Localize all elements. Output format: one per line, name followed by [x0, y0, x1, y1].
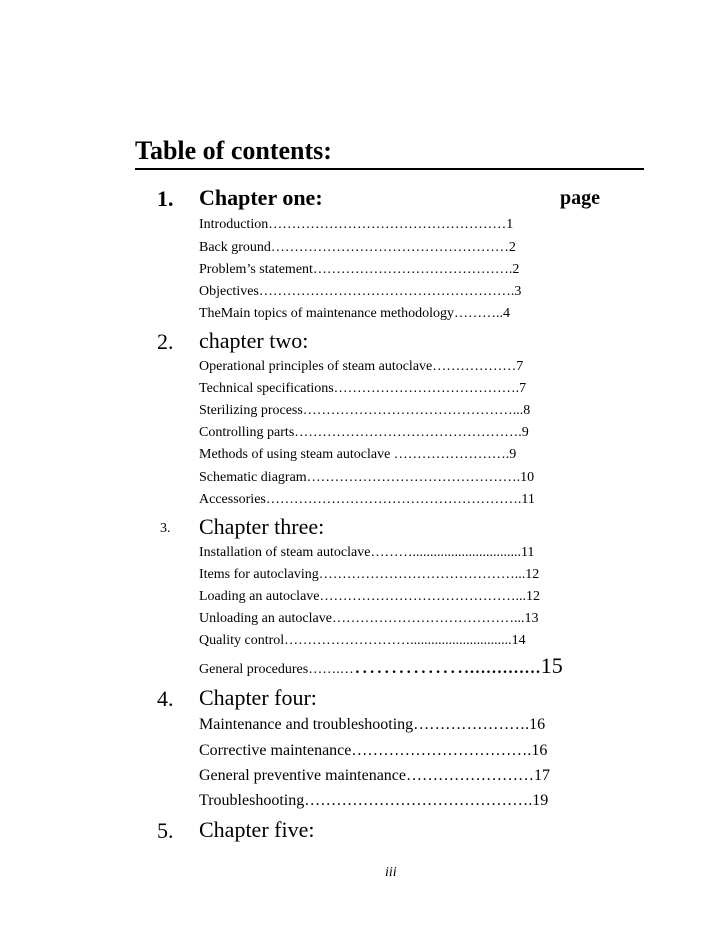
- toc-entry: Problem’s statement…………………………………….2: [199, 262, 520, 277]
- toc-entry: Maintenance and troubleshooting………………….16: [199, 716, 546, 733]
- toc-entry: Operational principles of steam autoclave………………7: [199, 359, 524, 374]
- toc-entry: Troubleshooting…………………………………….19: [199, 792, 549, 809]
- chapter-title: chapter two:: [199, 328, 309, 353]
- toc-entry: Accessories……………………………………………….11: [199, 492, 535, 507]
- chapter-number: 1.: [157, 186, 174, 211]
- toc-entry: [199, 653, 563, 679]
- chapter-number: 3.: [160, 521, 171, 536]
- toc-entry: Technical specifications………………………………….7: [199, 381, 527, 396]
- toc-entry-leader: ……………..............15: [353, 653, 563, 678]
- toc-entry-label: General procedures…….…: [199, 662, 354, 677]
- toc-entry: Methods of using steam autoclave …………………….9: [199, 447, 517, 462]
- toc-entry: Installation of steam autoclave………...............................11: [199, 545, 535, 560]
- toc-entry: Items for autoclaving……………………………………...12: [199, 567, 540, 582]
- chapter-title: Chapter one:: [199, 185, 323, 210]
- chapter-number: 5.: [157, 818, 174, 843]
- chapter-number: 4.: [157, 686, 174, 711]
- chapter-title: Chapter four:: [199, 685, 317, 710]
- toc-entry: Unloading an autoclave…………………………………...13: [199, 611, 539, 626]
- toc-entry: Quality control……………………….............................14: [199, 633, 526, 648]
- chapter-title: Chapter five:: [199, 817, 315, 842]
- toc-entry: Introduction……………………………………………1: [199, 217, 514, 232]
- toc-entry: General preventive maintenance……………………17: [199, 767, 550, 784]
- page-number: iii: [385, 865, 397, 880]
- toc-entry: Back ground……………………………………………2: [199, 240, 516, 255]
- toc-entry: Objectives……………………………………………….3: [199, 284, 522, 299]
- toc-entry: Controlling parts………………………………………….9: [199, 425, 529, 440]
- toc-heading: Table of contents:: [135, 136, 644, 170]
- toc-entry: Corrective maintenance…………………………….16: [199, 742, 548, 759]
- toc-entry: Loading an autoclave……………………………………...12: [199, 589, 541, 604]
- toc-entry: Schematic diagram……………………………………….10: [199, 470, 535, 485]
- toc-entry: TheMain topics of maintenance methodology………..4: [199, 306, 511, 321]
- toc-entry: Sterilizing process………………………………………...8: [199, 403, 531, 418]
- page-column-label: page: [560, 187, 600, 209]
- chapter-title: Chapter three:: [199, 514, 325, 539]
- chapter-number: 2.: [157, 329, 174, 354]
